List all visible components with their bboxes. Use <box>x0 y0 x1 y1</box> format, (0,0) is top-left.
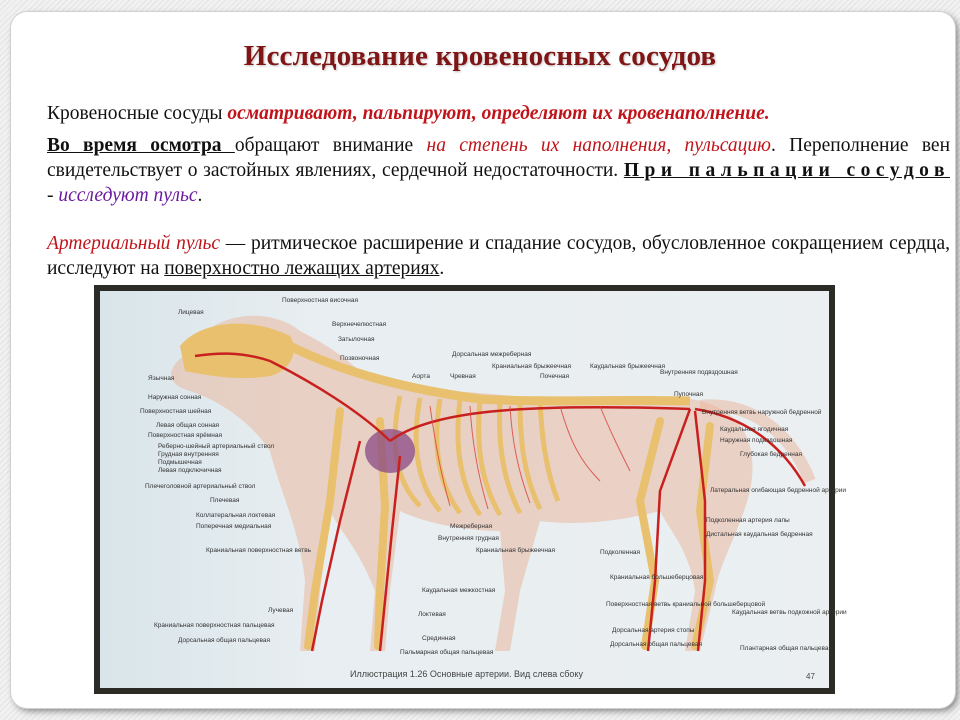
figure-label: Краниальная большеберцовая <box>610 574 704 581</box>
figure-caption: Иллюстрация 1.26 Основные артерии. Вид слева сбоку <box>350 669 583 679</box>
figure-label: Позвоночная <box>340 355 380 362</box>
p2-lead: Во время осмотра <box>47 135 235 156</box>
figure-label: Каудальная ветвь подкожной артерии <box>732 609 847 616</box>
figure-label: Подмышечная <box>158 459 202 466</box>
p3-text: — ритмическое расширение и спадание сосудов, обусловленное сокращением сердца, исследуют на <box>47 233 951 279</box>
figure-label: Краниальная брыжеечная <box>492 363 572 370</box>
figure-label: Краниальная поверхностная ветвь <box>206 547 312 554</box>
figure-label: Плечеголовной артериальный ствол <box>145 483 256 490</box>
figure-label: Грудная внутренняя <box>158 451 219 458</box>
figure-label: Внутренняя ветвь наружной бедренной <box>702 409 822 416</box>
figure-label: Каудальная межкостная <box>422 587 496 594</box>
figure-label: Поверхностная височная <box>282 297 359 304</box>
figure-label: Аорта <box>412 373 430 380</box>
p2-end: . <box>197 185 203 206</box>
figure-label: Язычная <box>148 375 175 382</box>
figure-label: Лучевая <box>268 607 294 614</box>
figure-label: Дорсальная общая пальцевая <box>610 641 702 648</box>
figure-label: Дорсальная артерия стопы <box>612 627 695 634</box>
p2-text1: обращают внимание <box>234 135 427 156</box>
figure-label: Локтевая <box>418 611 446 618</box>
figure-label: Латеральная огибающая бедренной артерии <box>710 487 847 494</box>
figure-label: Дорсальная межреберная <box>452 351 532 358</box>
p2-dash: - <box>47 185 59 206</box>
figure-label: Поперечная медиальная <box>196 523 272 530</box>
figure-label: Подколенная <box>600 549 641 556</box>
p3-italic: Артериальный пульс <box>47 233 221 254</box>
figure-label: Дорсальная общая пальцевая <box>178 637 270 644</box>
p2-italic1: на степень их наполнения, пульсацию <box>426 135 771 156</box>
figure-label: Глубокая бедренная <box>740 451 802 458</box>
p1-italic: осматривают, пальпируют, определяют их кровенаполнение. <box>227 103 770 124</box>
figure-label: Поверхностная ярёмная <box>148 432 222 439</box>
figure-label: Подколенная артерия лапы <box>706 517 790 524</box>
figure-label: Каудальная брыжеечная <box>590 363 665 370</box>
figure-label: Коллатеральная локтевая <box>196 512 276 519</box>
figure-label: Плечевая <box>210 497 240 504</box>
palpation-italic: исследуют пульс <box>58 185 198 206</box>
figure-label: Поверхностная ветвь краниальной большеберцовой <box>606 601 766 608</box>
figure-label: Чревная <box>450 373 476 380</box>
figure-label: Дистальная каудальная бедренная <box>706 531 813 538</box>
figure-label: Затылочная <box>338 336 375 343</box>
figure-label: Срединная <box>422 635 456 642</box>
figure-label: Внутренняя подвздошная <box>660 369 738 376</box>
figure-label: Реберно-шейный артериальный ствол <box>158 443 275 450</box>
figure-label: Наружная сонная <box>148 394 202 401</box>
figure-label: Наружная подвздошная <box>720 437 793 444</box>
figure-label: Почечная <box>540 373 570 380</box>
figure-label: Верхнечелюстная <box>332 321 387 328</box>
figure-label: Краниальная поверхностная пальцевая <box>154 622 275 629</box>
paragraph-2 <box>47 133 950 208</box>
palpation-label: При пальпации сосудов <box>623 160 950 181</box>
paragraph-1 <box>47 101 950 126</box>
figure-label: Пальмарная общая пальцевая <box>400 649 494 656</box>
figure-label: Межреберная <box>450 523 493 530</box>
figure-image-area <box>100 291 847 688</box>
figure-label: Внутренняя грудная <box>438 535 499 542</box>
dog-arteries-figure <box>94 285 847 694</box>
p1-lead: Кровеносные сосуды <box>47 103 228 124</box>
figure-label: Поверхностная шейная <box>140 408 212 415</box>
figure-label: Каудальная ягодичная <box>720 426 789 433</box>
figure-page-number: 47 <box>806 672 815 681</box>
p3-underlined: поверхностно лежащих артериях <box>164 258 440 279</box>
paragraph-3 <box>47 231 950 281</box>
figure-label: Левая общая сонная <box>156 422 220 429</box>
figure-label: Плантарная общая пальцевая <box>740 645 833 652</box>
p2-text2: . Переполнение вен свидетельствует о застойных явлениях, сердечной недостаточности. <box>47 135 951 181</box>
slide-title: Исследование кровеносных сосудов <box>243 40 717 72</box>
figure-label: Краниальная брыжеечная <box>476 547 556 554</box>
figure-label: Левая подключичная <box>158 467 222 474</box>
p3-end: . <box>439 258 445 279</box>
figure-label: Лицевая <box>178 309 204 316</box>
figure-label: Пупочная <box>674 391 704 398</box>
